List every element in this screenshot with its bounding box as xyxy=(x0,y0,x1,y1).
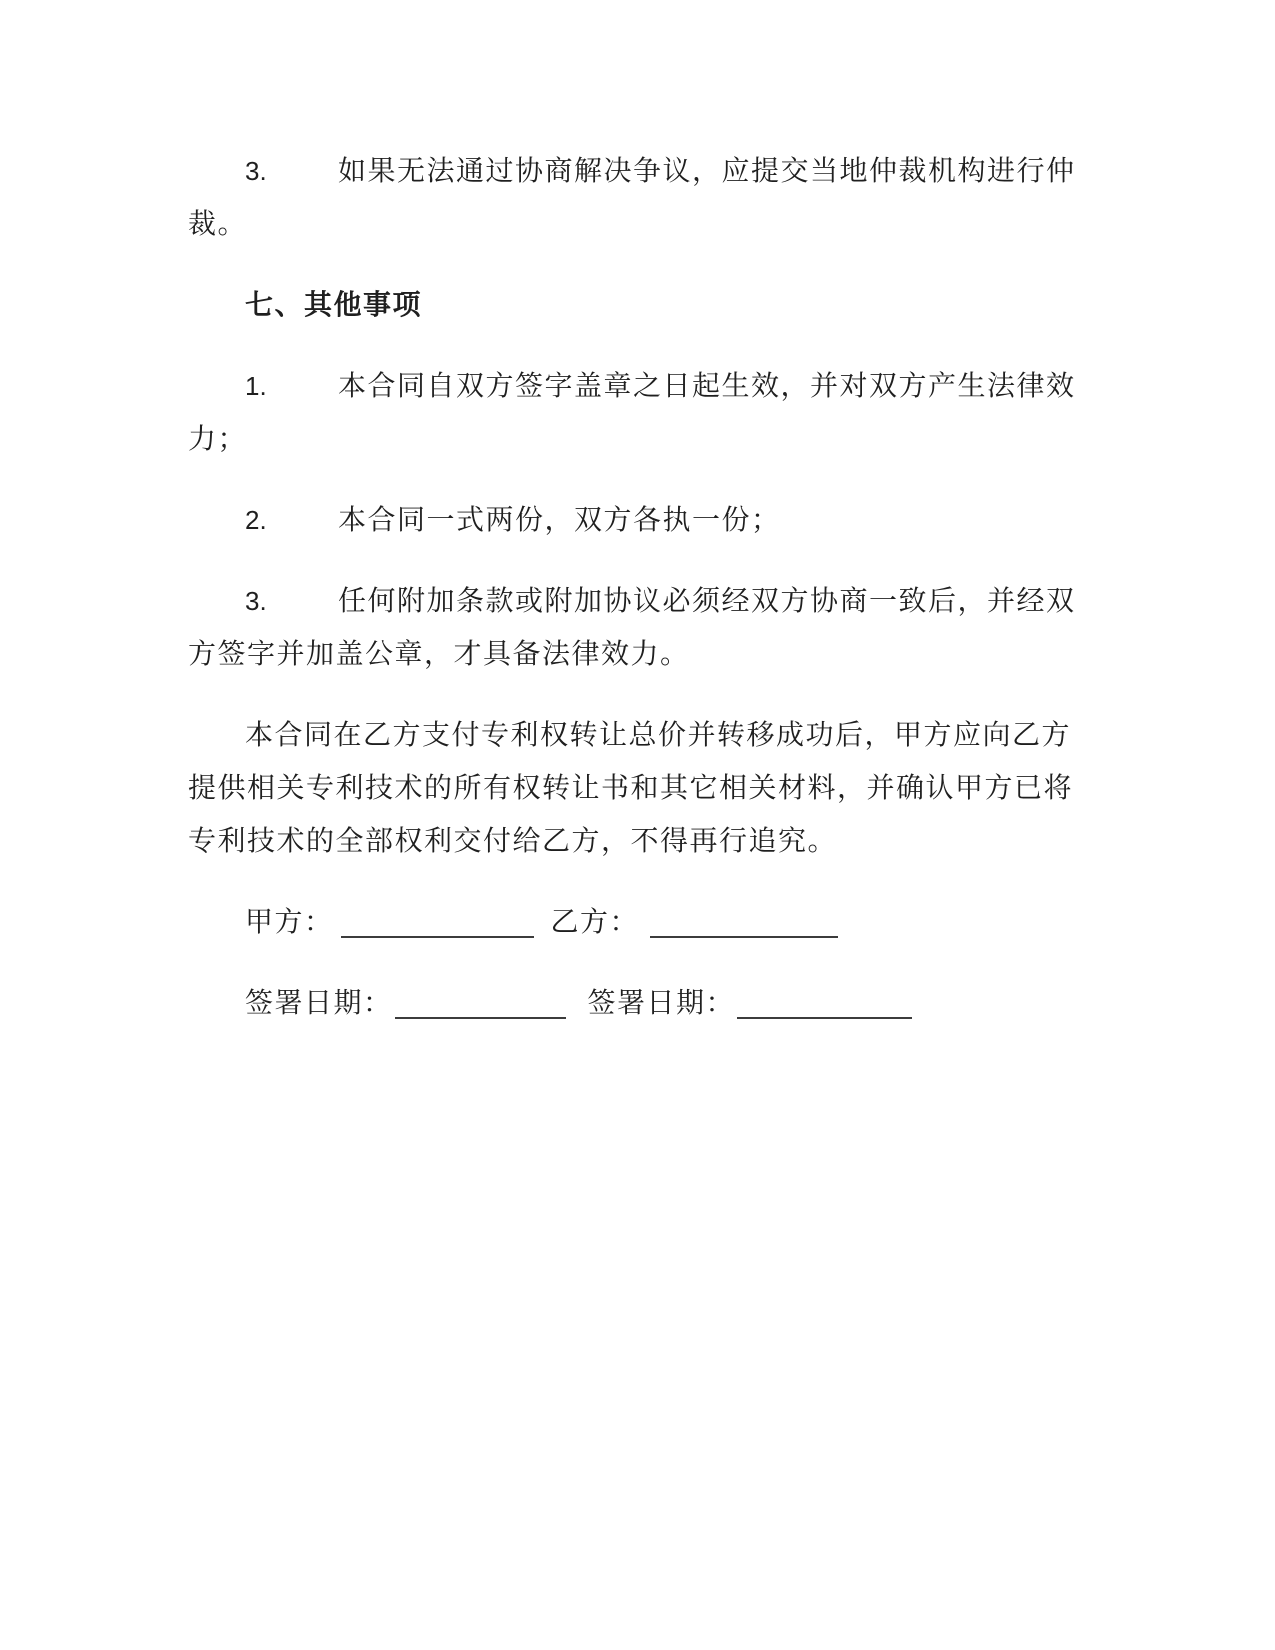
party-a-label: 甲方： xyxy=(245,907,334,938)
party-b-date-label: 签署日期： xyxy=(587,988,736,1019)
clause-text: 本合同自双方签字盖章之日起生效，并对双方产生法律效力； xyxy=(188,371,1076,455)
closing-paragraph: 本合同在乙方支付专利权转让总价并转移成功后，甲方应向乙方提供相关专利技术的所有权转让书和其它相关材料，并确认甲方已将专利技术的全部权利交付给乙方，不得再行追究。 xyxy=(188,720,1074,857)
signature-row xyxy=(188,896,1088,949)
party-b-label: 乙方： xyxy=(550,907,640,938)
contract-page xyxy=(188,145,1088,1058)
clause-text: 如果无法通过协商解决争议，应提交当地仲裁机构进行仲裁。 xyxy=(188,156,1076,240)
clause-effectiveness xyxy=(188,360,1088,466)
party-b-signature-line xyxy=(650,902,838,938)
clause-number: 3. xyxy=(245,586,267,616)
clause-text: 任何附加条款或附加协议必须经双方协商一致后，并经双方签字并加盖公章，才具备法律效力。 xyxy=(188,586,1076,670)
clause-number: 1. xyxy=(245,371,267,401)
clause-copies xyxy=(188,494,1088,547)
clause-arbitration xyxy=(188,145,1088,251)
clause-text: 本合同一式两份，双方各执一份； xyxy=(338,505,781,536)
party-a-date-line xyxy=(395,983,566,1019)
section-heading-other-matters: 七、其他事项 xyxy=(245,290,423,321)
clause-additional-terms xyxy=(188,575,1088,681)
clause-number: 3. xyxy=(245,156,267,186)
clause-number: 2. xyxy=(245,505,267,535)
party-b-date-line xyxy=(737,983,912,1019)
party-a-signature-line xyxy=(341,902,534,938)
party-a-date-label: 签署日期： xyxy=(245,988,393,1019)
date-row xyxy=(188,977,1088,1030)
